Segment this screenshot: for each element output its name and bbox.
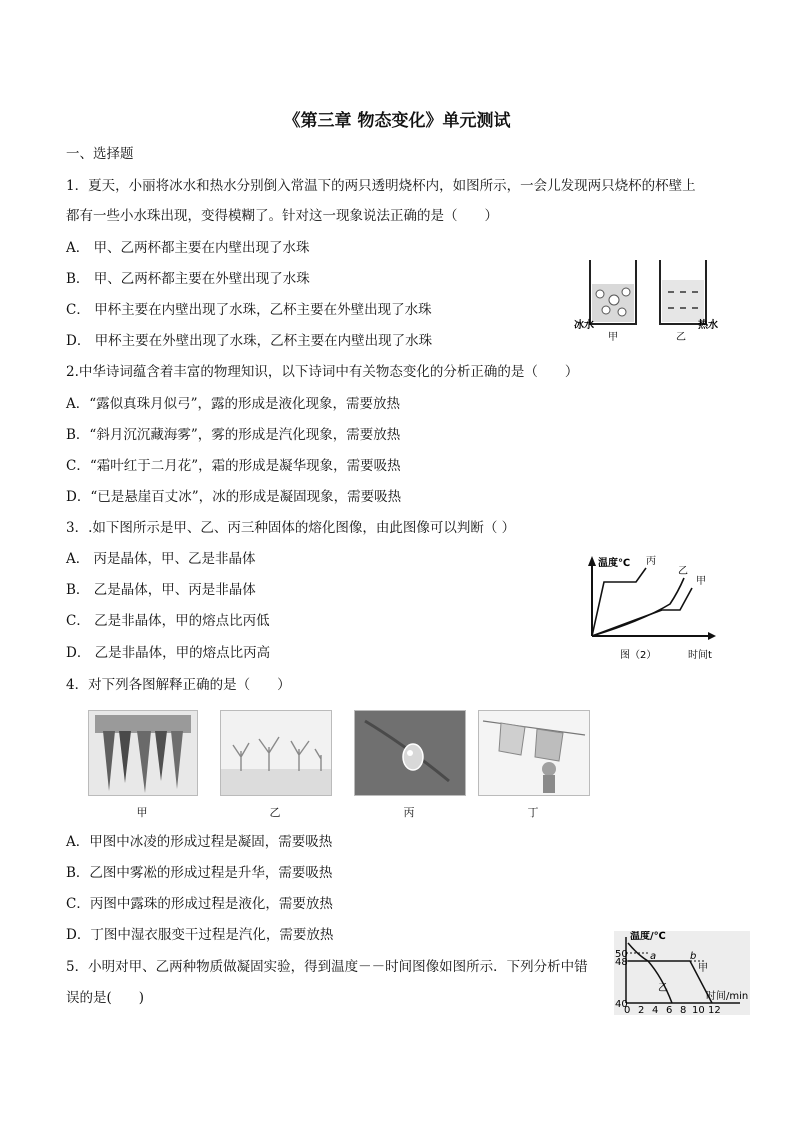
q3-option-b: B． 乙是晶体，甲、丙是非晶体 bbox=[66, 582, 256, 598]
q5-xtick-8: 8 bbox=[680, 1005, 687, 1015]
curve-label-jia: 甲 bbox=[696, 576, 706, 587]
q5-xtick-10: 10 bbox=[692, 1005, 705, 1015]
photo-label-yi: 乙 bbox=[269, 806, 281, 819]
q1-option-b: B． 甲、乙两杯都主要在外壁出现了水珠 bbox=[66, 271, 310, 287]
q5-point-b: b bbox=[690, 951, 697, 962]
x-axis-arrow-icon bbox=[708, 632, 716, 640]
q5-stem-line1: 5．小明对甲、乙两种物质做凝固实验，得到温度－－时间图像如图所示．下列分析中错 bbox=[66, 959, 588, 975]
q5-xtick-0: 0 bbox=[624, 1005, 631, 1015]
q4-option-c: C．丙图中露珠的形成过程是液化，需要放热 bbox=[66, 896, 333, 912]
photo-icicles bbox=[88, 710, 198, 796]
section-heading: 一、选择题 bbox=[66, 146, 134, 162]
q2-option-c: C．“霜叶红于二月花”，霜的形成是凝华现象，需要吸热 bbox=[66, 458, 401, 474]
q3-option-c: C． 乙是非晶体，甲的熔点比丙低 bbox=[66, 613, 270, 629]
q5-xtick-4: 4 bbox=[652, 1005, 659, 1015]
label-hot-water: 热水 bbox=[698, 320, 718, 331]
photo-drying-clothes bbox=[478, 710, 590, 796]
q4-option-b: B．乙图中雾凇的形成过程是升华，需要吸热 bbox=[66, 865, 333, 881]
q1-stem-line2: 都有一些小水珠出现，变得模糊了。针对这一现象说法正确的是（ ） bbox=[66, 208, 498, 224]
q1-option-a: A． 甲、乙两杯都主要在内壁出现了水珠 bbox=[66, 240, 310, 256]
photo-label-bing: 丙 bbox=[403, 806, 415, 819]
y-axis-arrow-icon bbox=[588, 556, 596, 566]
q2-stem: 2.中华诗词蕴含着丰富的物理知识，以下诗词中有关物态变化的分析正确的是（ ） bbox=[66, 364, 579, 380]
solidification-graph bbox=[614, 931, 750, 1015]
melting-graph bbox=[574, 552, 724, 664]
q5-stem-line2: 误的是( ) bbox=[66, 990, 145, 1006]
curve-label-yi: 乙 bbox=[678, 566, 688, 577]
q5-ytick-40: 40 bbox=[615, 999, 628, 1010]
photo-rime-trees bbox=[220, 710, 332, 796]
q5-x-axis-label: 时间/min bbox=[706, 991, 749, 1002]
figure-caption: 图（2） bbox=[620, 650, 657, 661]
x-axis-label: 时间t bbox=[688, 650, 712, 661]
q2-option-d: D．“已是悬崖百丈冰”，冰的形成是凝固现象，需要吸热 bbox=[66, 489, 402, 505]
beaker-figure bbox=[570, 254, 730, 346]
photo-dewdrop bbox=[354, 710, 466, 796]
q4-option-d: D．丁图中湿衣服变干过程是汽化，需要放热 bbox=[66, 927, 334, 943]
q3-option-a: A． 丙是晶体，甲、乙是非晶体 bbox=[66, 551, 256, 567]
q5-xtick-6: 6 bbox=[666, 1005, 673, 1015]
q1-option-c: C． 甲杯主要在内壁出现了水珠，乙杯主要在外壁出现了水珠 bbox=[66, 302, 432, 318]
q5-point-a: a bbox=[650, 951, 657, 962]
curve-yi bbox=[592, 578, 684, 636]
q5-curve-label-jia: 甲 bbox=[698, 963, 708, 974]
beaker-yi bbox=[660, 260, 706, 324]
q5-y-axis-label: 温度/℃ bbox=[630, 931, 666, 942]
label-ice-water: 冰水 bbox=[574, 320, 594, 331]
beaker-jia bbox=[590, 260, 636, 324]
q1-stem-line1: 1．夏天，小丽将冰水和热水分别倒入常温下的两只透明烧杯内，如图所示，一会儿发现两只烧杯的杯壁上 bbox=[66, 178, 696, 194]
q4-option-a: A．甲图中冰凌的形成过程是凝固，需要吸热 bbox=[66, 834, 333, 850]
photo-label-jia: 甲 bbox=[136, 806, 148, 819]
y-axis-label: 温度℃ bbox=[598, 558, 631, 569]
label-jia: 甲 bbox=[608, 332, 618, 343]
q5-ytick-50: 50 bbox=[615, 949, 628, 960]
q3-stem: 3．.如下图所示是甲、乙、丙三种固体的熔化图像，由此图像可以判断（ ） bbox=[66, 520, 516, 536]
curve-jia bbox=[592, 588, 692, 636]
curve-label-bing: 丙 bbox=[646, 556, 656, 567]
q2-option-b: B．“斜月沉沉藏海雾”，雾的形成是汽化现象，需要放热 bbox=[66, 427, 401, 443]
q5-xtick-2: 2 bbox=[638, 1005, 645, 1015]
photo-label-ding: 丁 bbox=[527, 806, 539, 819]
q5-curve-label-yi: 乙 bbox=[658, 983, 668, 994]
q5-ytick-48: 48 bbox=[615, 957, 628, 968]
q1-option-d: D． 甲杯主要在外壁出现了水珠，乙杯主要在内壁出现了水珠 bbox=[66, 333, 433, 349]
q3-option-d: D． 乙是非晶体，甲的熔点比丙高 bbox=[66, 645, 271, 661]
page-title: 《第三章 物态变化》单元测试 bbox=[283, 111, 511, 131]
q2-option-a: A．“露似真珠月似弓”，露的形成是液化现象，需要放热 bbox=[66, 396, 401, 412]
q4-stem: 4．对下列各图解释正确的是（ ） bbox=[66, 677, 291, 693]
q5-xtick-12: 12 bbox=[708, 1005, 721, 1015]
label-yi: 乙 bbox=[676, 332, 686, 343]
